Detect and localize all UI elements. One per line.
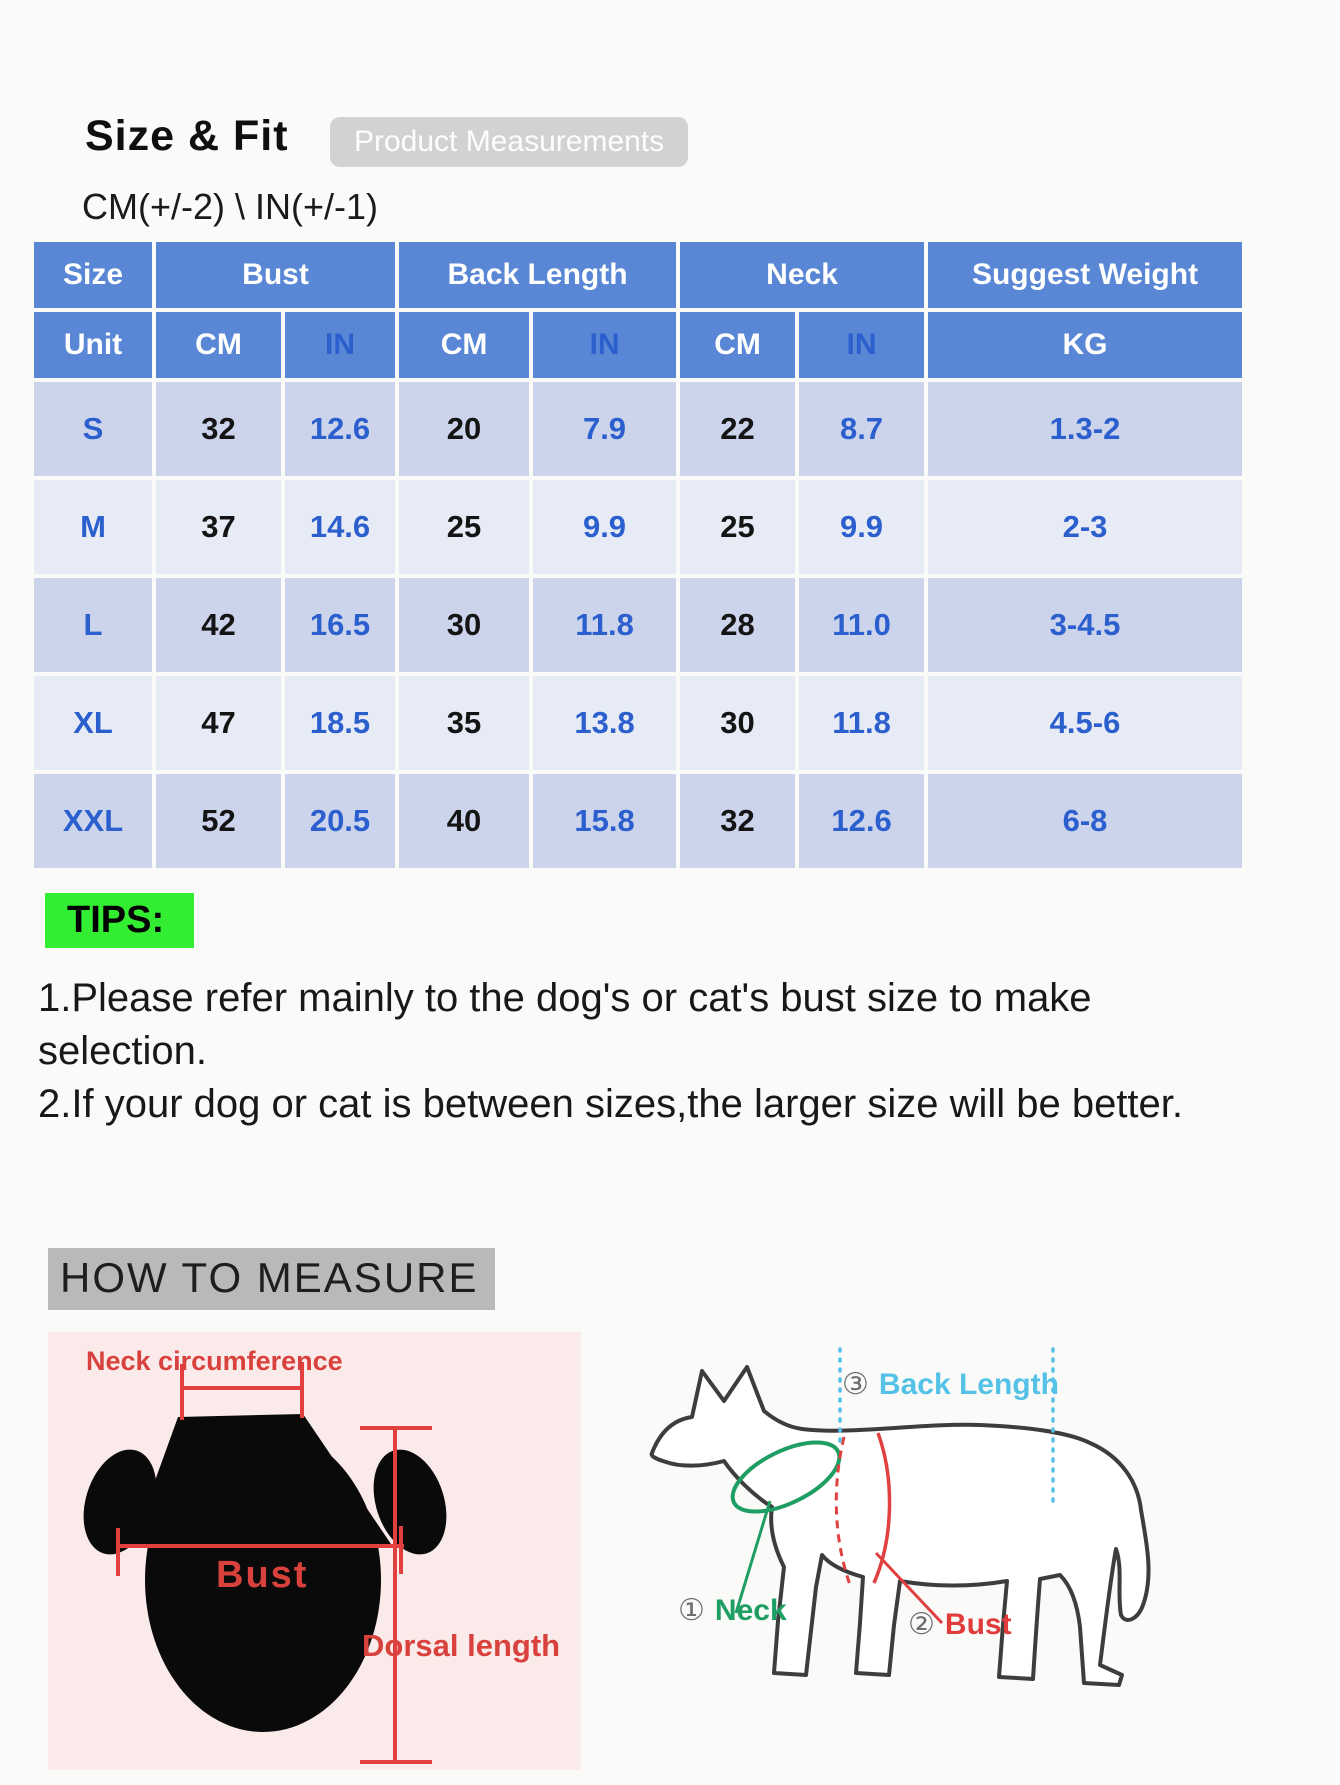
neck-circumference-label: Neck circumference	[86, 1346, 343, 1376]
bust-cm-cell: 37	[156, 480, 281, 574]
bust-in-cell: 20.5	[285, 774, 395, 868]
neck-in-cell: 12.6	[799, 774, 924, 868]
back-in-cell: 7.9	[533, 382, 676, 476]
weight-cell: 2-3	[928, 480, 1242, 574]
table-header-row	[34, 242, 1242, 308]
neck-cm-cell: 22	[680, 382, 795, 476]
weight-cell: 3-4.5	[928, 578, 1242, 672]
size-cell: M	[34, 480, 152, 574]
page-title: Size & Fit	[85, 112, 289, 160]
tips-list	[38, 972, 1198, 1130]
dorsal-length-label: Dorsal length	[362, 1628, 561, 1663]
col-header-back-length: Back Length	[399, 242, 676, 308]
back-length-text: Back Length	[878, 1368, 1059, 1401]
bust-in-header: IN	[285, 312, 395, 378]
neck-in-cell: 9.9	[799, 480, 924, 574]
neck-cm-cell: 30	[680, 676, 795, 770]
bust-cm-cell: 47	[156, 676, 281, 770]
neck-in-header: IN	[799, 312, 924, 378]
dog-neck-label	[678, 1593, 787, 1628]
unit-header: Unit	[34, 312, 152, 378]
table-row-l	[34, 578, 1242, 672]
bust-cm-header: CM	[156, 312, 281, 378]
size-cell: XL	[34, 676, 152, 770]
tip-item-1: 1.Please refer mainly to the dog's or cat's bust size to make selection.	[38, 976, 1092, 1073]
size-chart-table	[30, 238, 1246, 872]
tip-item-2: 2.If your dog or cat is between sizes,the larger size will be better.	[38, 1081, 1184, 1126]
back-cm-header: CM	[399, 312, 529, 378]
table-unit-row	[34, 312, 1242, 378]
size-cell: L	[34, 578, 152, 672]
back-cm-cell: 30	[399, 578, 529, 672]
shirt-silhouette-drawing	[48, 1332, 581, 1770]
circled-3-icon: ③	[842, 1368, 869, 1401]
neck-cm-cell: 28	[680, 578, 795, 672]
table-row-xl	[34, 676, 1242, 770]
back-cm-cell: 20	[399, 382, 529, 476]
bust-in-cell: 18.5	[285, 676, 395, 770]
col-header-neck: Neck	[680, 242, 924, 308]
tolerance-note: CM(+/-2) \ IN(+/-1)	[82, 186, 379, 227]
shirt-measure-diagram	[48, 1332, 581, 1770]
bust-in-cell: 16.5	[285, 578, 395, 672]
size-cell: S	[34, 382, 152, 476]
back-cm-cell: 25	[399, 480, 529, 574]
how-to-measure-heading: HOW TO MEASURE	[48, 1248, 495, 1310]
bust-in-cell: 14.6	[285, 480, 395, 574]
product-measurements-badge: Product Measurements	[330, 117, 688, 167]
dog-back-length-label	[842, 1367, 1059, 1402]
bust-text: Bust	[944, 1608, 1012, 1641]
back-cm-cell: 35	[399, 676, 529, 770]
neck-cm-header: CM	[680, 312, 795, 378]
weight-cell: 1.3-2	[928, 382, 1242, 476]
dog-silhouette	[652, 1367, 1149, 1685]
back-in-header: IN	[533, 312, 676, 378]
table-row-s	[34, 382, 1242, 476]
bust-in-cell: 12.6	[285, 382, 395, 476]
neck-in-cell: 8.7	[799, 382, 924, 476]
back-in-cell: 15.8	[533, 774, 676, 868]
neck-in-cell: 11.8	[799, 676, 924, 770]
back-in-cell: 9.9	[533, 480, 676, 574]
neck-cm-cell: 25	[680, 480, 795, 574]
bust-cm-cell: 52	[156, 774, 281, 868]
back-cm-cell: 40	[399, 774, 529, 868]
bust-cm-cell: 32	[156, 382, 281, 476]
neck-in-cell: 11.0	[799, 578, 924, 672]
col-header-size: Size	[34, 242, 152, 308]
tips-heading: TIPS:	[45, 893, 194, 948]
circled-1-icon: ①	[678, 1594, 705, 1627]
dog-measure-diagram	[590, 1325, 1340, 1755]
col-header-suggest-weight: Suggest Weight	[928, 242, 1242, 308]
size-cell: XXL	[34, 774, 152, 868]
weight-cell: 6-8	[928, 774, 1242, 868]
table-row-m	[34, 480, 1242, 574]
table-row-xxl	[34, 774, 1242, 868]
back-in-cell: 11.8	[533, 578, 676, 672]
bust-cm-cell: 42	[156, 578, 281, 672]
col-header-bust: Bust	[156, 242, 395, 308]
neck-text: Neck	[714, 1594, 787, 1627]
weight-cell: 4.5-6	[928, 676, 1242, 770]
circled-2-icon: ②	[908, 1608, 935, 1641]
back-in-cell: 13.8	[533, 676, 676, 770]
dog-bust-label	[908, 1607, 1012, 1642]
kg-header: KG	[928, 312, 1242, 378]
shirt-bust-label: Bust	[216, 1554, 309, 1596]
neck-cm-cell: 32	[680, 774, 795, 868]
